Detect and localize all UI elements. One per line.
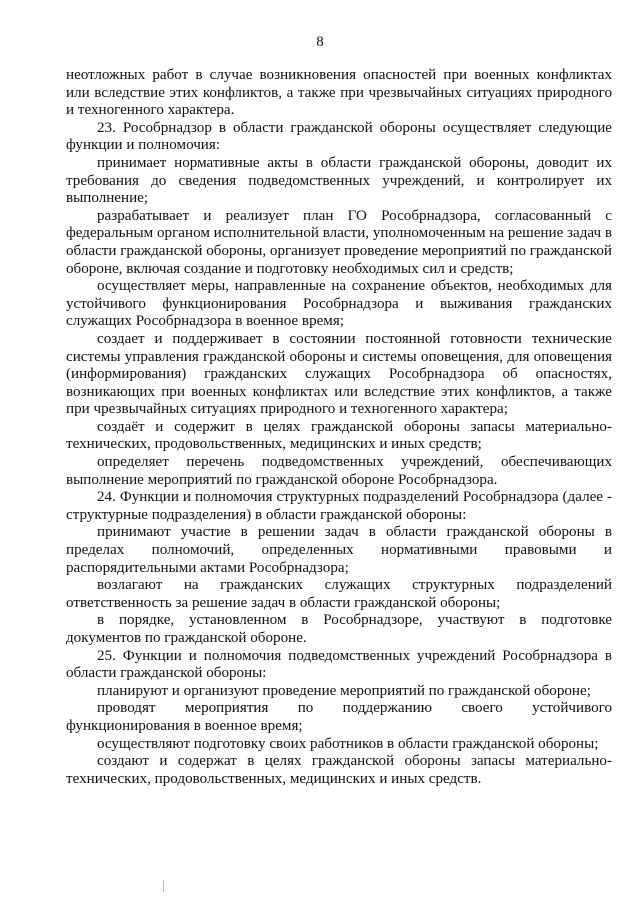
clause-25-item: планируют и организуют проведение мероприятий по гражданской обороне; <box>97 682 591 699</box>
clause-23-item: разрабатывает и реализует план ГО Рособрнадзора, согласованный с федеральным органом исполнительной власти, уполномоченным на решение задач в области гражданской обороны, организует проведение мероприятий по гражданской обороне, включая создание и подготовку необходимых сил и средств; <box>66 207 612 277</box>
clause-25-item: осуществляют подготовку своих работников в области гражданской обороны; <box>97 735 599 752</box>
clause-25-item: создают и содержат в целях гражданской обороны запасы материально-технических, продовольственных, медицинских и иных средств. <box>66 753 612 787</box>
clause-24-item: в порядке, установленном в Рособрнадзоре, участвуют в подготовке документов по гражданской обороне. <box>66 612 612 646</box>
clause-23-item: осуществляет меры, направленные на сохранение объектов, необходимых для устойчивого функционирования Рособрнадзора и выживания гражданских служащих Рособрнадзора в военное время; <box>66 278 612 330</box>
scan-mark <box>163 880 164 892</box>
clause-24-heading: 24. Функции и полномочия структурных подразделений Рособрнадзора (далее - структурные подразделения) в области гражданской обороны: <box>66 489 612 523</box>
clause-25-item: проводят мероприятия по поддержанию своего устойчивого функционирования в военное время; <box>66 700 612 734</box>
clause-24-item: принимают участие в решении задач в области гражданской обороны в пределах полномочий, определенных нормативными правовыми и распорядительными актами Рособрнадзора; <box>66 524 612 576</box>
page-number: 8 <box>316 34 324 50</box>
paragraph-continuation: неотложных работ в случае возникновения опасностей при военных конфликтах или вследствие этих конфликтов, а также при чрезвычайных ситуациях природного и техногенного характера. <box>66 67 612 119</box>
clause-23-item: создает и поддерживает в состоянии постоянной готовности технические системы управления гражданской обороны и системы оповещения, для оповещения (информирования) гражданских служащих Рособрнадзора об опасностях, возникающих при военных конфликтах или вследствие этих конфликтов, а также при чрезвычайных ситуациях природного и техногенного характера; <box>66 330 612 418</box>
clause-23-item: создаёт и содержит в целях гражданской обороны запасы материально-технических, продовольственных, медицинских и иных средств; <box>66 418 612 453</box>
document-body <box>66 67 612 788</box>
clause-24-item: возлагают на гражданских служащих структурных подразделений ответственность за решение задач в области гражданской обороны; <box>66 577 612 611</box>
clause-23-item: определяет перечень подведомственных учреждений, обеспечивающих выполнение мероприятий по гражданской обороне Рособрнадзора. <box>66 454 612 488</box>
clause-23-item: принимает нормативные акты в области гражданской обороны, доводит их требования до сведения подведомственных учреждений, и контролирует их выполнение; <box>66 154 612 207</box>
clause-25-heading: 25. Функции и полномочия подведомственных учреждений Рособрнадзора в области гражданской обороны: <box>66 647 612 682</box>
clause-23-heading: 23. Рособрнадзор в области гражданской обороны осуществляет следующие функции и полномочия: <box>66 119 612 154</box>
